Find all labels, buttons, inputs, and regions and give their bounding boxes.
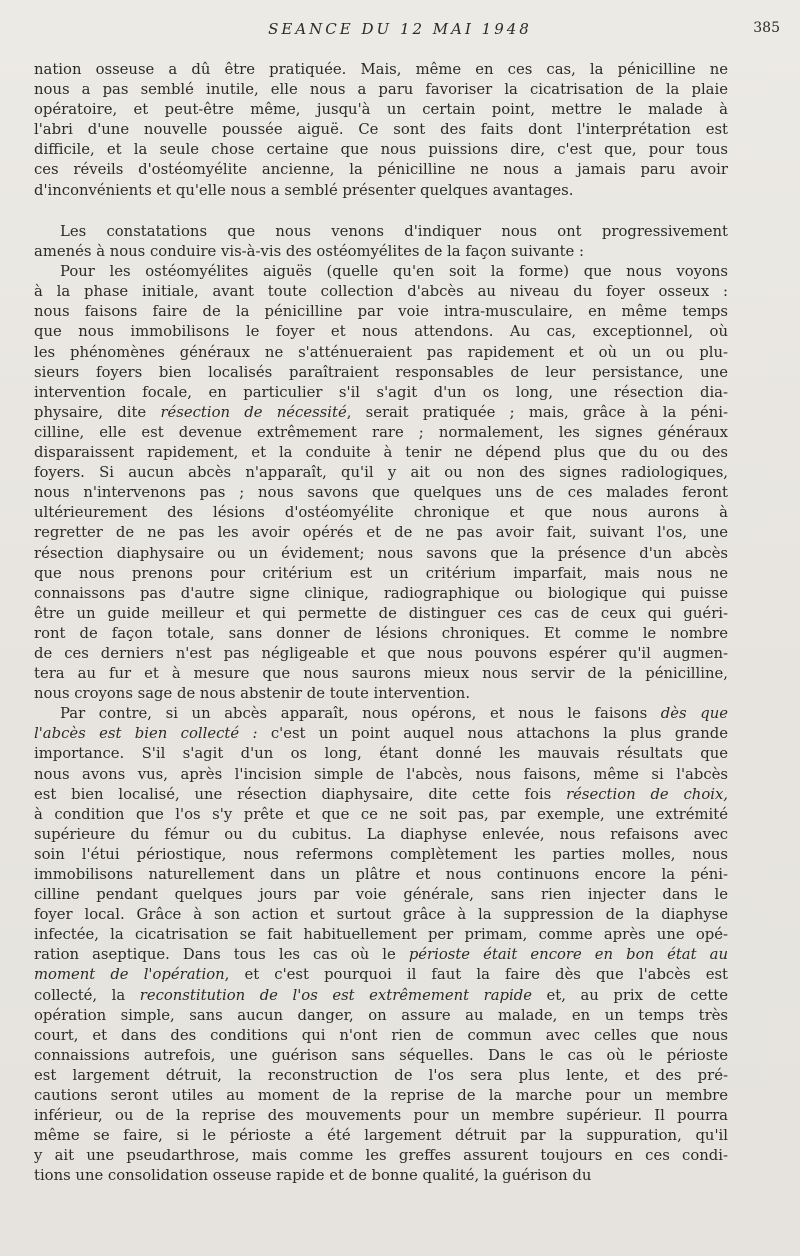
text-line bbox=[34, 945, 728, 965]
text-line: connaissions autrefois, une guérison sans séquelles. Dans le cas où le périoste bbox=[34, 1046, 728, 1064]
text-line bbox=[34, 403, 728, 423]
text-line: Les constatations que nous venons d'indiquer nous ont progressivement bbox=[60, 223, 728, 240]
text-line: nous croyons sage de nous abstenir de toute intervention. bbox=[34, 685, 471, 703]
text-line: cilline pendant quelques jours par voie générale, sans rien injecter dans le bbox=[34, 886, 728, 904]
text-line: importance. S'il s'agit d'un os long, étant donné les mauvais résultats que bbox=[34, 745, 728, 763]
italic-text: l'abcès est bien collecté : bbox=[34, 725, 258, 743]
text-line: l'abri d'une nouvelle poussée aiguë. Ce sont des faits dont l'interprétation est bbox=[34, 121, 728, 139]
text-line: immobilisons naturellement dans un plâtre et nous continuons encore la péni- bbox=[34, 866, 728, 883]
text-line bbox=[34, 704, 728, 724]
text-line bbox=[34, 986, 728, 1006]
text-segment: , et c'est pourquoi il faut la faire dès que l'abcès est bbox=[224, 966, 728, 984]
text-line: être un guide meilleur et qui permette de distinguer ces cas de ceux qui guéri- bbox=[34, 604, 728, 622]
paragraph-1 bbox=[34, 60, 728, 201]
text-line: que nous prenons pour critérium est un critérium imparfait, mais nous ne bbox=[34, 564, 728, 582]
text-line bbox=[34, 724, 728, 744]
text-segment: est bien localisé, une résection diaphysaire, dite cette fois bbox=[34, 785, 567, 803]
text-line: cilline, elle est devenue extrêmement rare ; normalement, les signes généraux bbox=[34, 423, 728, 441]
text-line: y ait une pseudarthrose, mais comme les greffes assurent toujours en ces condi- bbox=[34, 1147, 728, 1165]
text-line: nous avons vus, après l'incision simple de l'abcès, nous faisons, même si l'abcès bbox=[34, 765, 728, 783]
text-line: résection diaphysaire ou un évidement; nous savons que la présence d'un abcès bbox=[34, 544, 728, 562]
text-line: à la phase initiale, avant toute collection d'abcès au niveau du foyer osseux : bbox=[34, 283, 728, 301]
text-line: amenés à nous conduire vis-à-vis des ostéomyélites de la façon suivante : bbox=[34, 243, 584, 261]
text-segment: , serait pratiquée ; mais, grâce à la péni- bbox=[346, 403, 728, 421]
text-line: opération simple, sans aucun danger, on assure au malade, en un temps très bbox=[34, 1006, 728, 1024]
italic-text: résection de nécessité bbox=[160, 403, 347, 421]
text-line: regretter de ne pas les avoir opérés et de ne pas avoir fait, suivant l'os, une bbox=[34, 524, 728, 542]
text-line: cautions seront utiles au moment de la reprise de la marche pour un membre bbox=[34, 1087, 728, 1105]
text-line: foyer local. Grâce à son action et surtout grâce à la suppression de la diaphyse bbox=[34, 906, 728, 924]
text-line: les phénomènes généraux ne s'atténueraient pas rapidement et où un ou plu- bbox=[34, 343, 728, 361]
text-line: que nous immobilisons le foyer et nous attendons. Au cas, exceptionnel, où bbox=[34, 323, 728, 341]
italic-text: résection de choix, bbox=[566, 785, 728, 803]
italic-text: reconstitution de l'os est extrêmement rapide bbox=[139, 986, 532, 1004]
text-line: ultérieurement des lésions d'ostéomyélite chronique et que nous aurons à bbox=[34, 504, 728, 522]
header-title: SEANCE DU 12 MAI 1948 bbox=[268, 20, 532, 38]
text-line: disparaissent rapidement, et la conduite à tenir ne dépend plus que du ou des bbox=[34, 444, 728, 462]
text-line: connaissons pas d'autre signe clinique, radiographique ou biologique qui puisse bbox=[34, 584, 728, 602]
text-segment: et, au prix de cette bbox=[531, 986, 728, 1004]
italic-text: dès que bbox=[660, 705, 728, 723]
italic-text: moment de l'opération bbox=[34, 966, 225, 984]
text-line: soin l'étui périostique, nous refermons complètement les parties molles, nous bbox=[34, 845, 728, 863]
text-segment: c'est un point auquel nous attachons la plus grande bbox=[257, 725, 728, 743]
text-line: difficile, et la seule chose certaine que nous puissions dire, c'est que, pour tous bbox=[34, 141, 728, 159]
text-line: d'inconvénients et qu'elle nous a semblé présenter quelques avantages. bbox=[34, 181, 574, 199]
text-segment: Par contre, si un abcès apparaît, nous opérons, et nous le faisons bbox=[60, 705, 661, 723]
italic-text: périoste était encore en bon état au bbox=[408, 946, 728, 964]
text-line: court, et dans des conditions qui n'ont rien de commun avec celles que nous bbox=[34, 1026, 728, 1044]
text-segment: physaire, dite bbox=[34, 403, 161, 421]
text-line: opératoire, et peut-être même, jusqu'à un certain point, mettre le malade à bbox=[34, 101, 728, 119]
text-line: tera au fur et à mesure que nous saurons mieux nous servir de la pénicilline, bbox=[34, 665, 728, 683]
text-line: infectée, la cicatrisation se fait habituellement per primam, comme après une opé- bbox=[34, 926, 728, 944]
text-line: ces réveils d'ostéomyélite ancienne, la pénicilline ne nous a jamais paru avoir bbox=[34, 161, 728, 179]
text-line: ront de façon totale, sans donner de lésions chroniques. Et comme le nombre bbox=[34, 624, 728, 642]
text-line: foyers. Si aucun abcès n'apparaît, qu'il y ait ou non des signes radiologiques, bbox=[34, 464, 728, 482]
text-line: nous a pas semblé inutile, elle nous a paru favoriser la cicatrisation de la plaie bbox=[34, 81, 728, 99]
text-segment: ration aseptique. Dans tous les cas où le bbox=[34, 946, 409, 964]
text-line: même se faire, si le périoste a été largement détruit par la suppuration, qu'il bbox=[34, 1127, 728, 1145]
text-line: tions une consolidation osseuse rapide et de bonne qualité, la guérison du bbox=[34, 1167, 592, 1185]
text-line: nous faisons faire de la pénicilline par voie intra-musculaire, en même temps bbox=[34, 303, 728, 321]
text-line: sieurs foyers bien localisés paraîtraient responsables de leur persistance, une bbox=[34, 363, 728, 381]
text-line: supérieure du fémur ou du cubitus. La diaphyse enlevée, nous refaisons avec bbox=[34, 825, 728, 843]
text-line: est largement détruit, la reconstruction de l'os sera plus lente, et des pré- bbox=[34, 1066, 728, 1084]
text-line: à condition que l'os s'y prête et que ce ne soit pas, par exemple, une extrémité bbox=[34, 805, 728, 823]
page-number: 385 bbox=[753, 20, 780, 36]
text-line: nation osseuse a dû être pratiquée. Mais, même en ces cas, la pénicilline ne bbox=[34, 61, 728, 78]
paragraph-2 bbox=[34, 222, 728, 1187]
text-line: de ces derniers n'est pas négligeable et que nous pouvons espérer qu'il augmen- bbox=[34, 644, 728, 662]
text-line bbox=[34, 965, 728, 985]
text-line bbox=[34, 785, 728, 805]
text-line: intervention focale, en particulier s'il s'agit d'un os long, une résection dia- bbox=[34, 383, 728, 401]
text-line: nous n'intervenons pas ; nous savons que quelques uns de ces malades feront bbox=[34, 484, 728, 502]
text-line: Pour les ostéomyélites aiguës (quelle qu'en soit la forme) que nous voyons bbox=[60, 263, 728, 281]
text-segment: collecté, la bbox=[34, 986, 140, 1004]
running-header bbox=[0, 20, 800, 44]
text-line: inférieur, ou de la reprise des mouvements pour un membre supérieur. Il pourra bbox=[34, 1107, 728, 1125]
